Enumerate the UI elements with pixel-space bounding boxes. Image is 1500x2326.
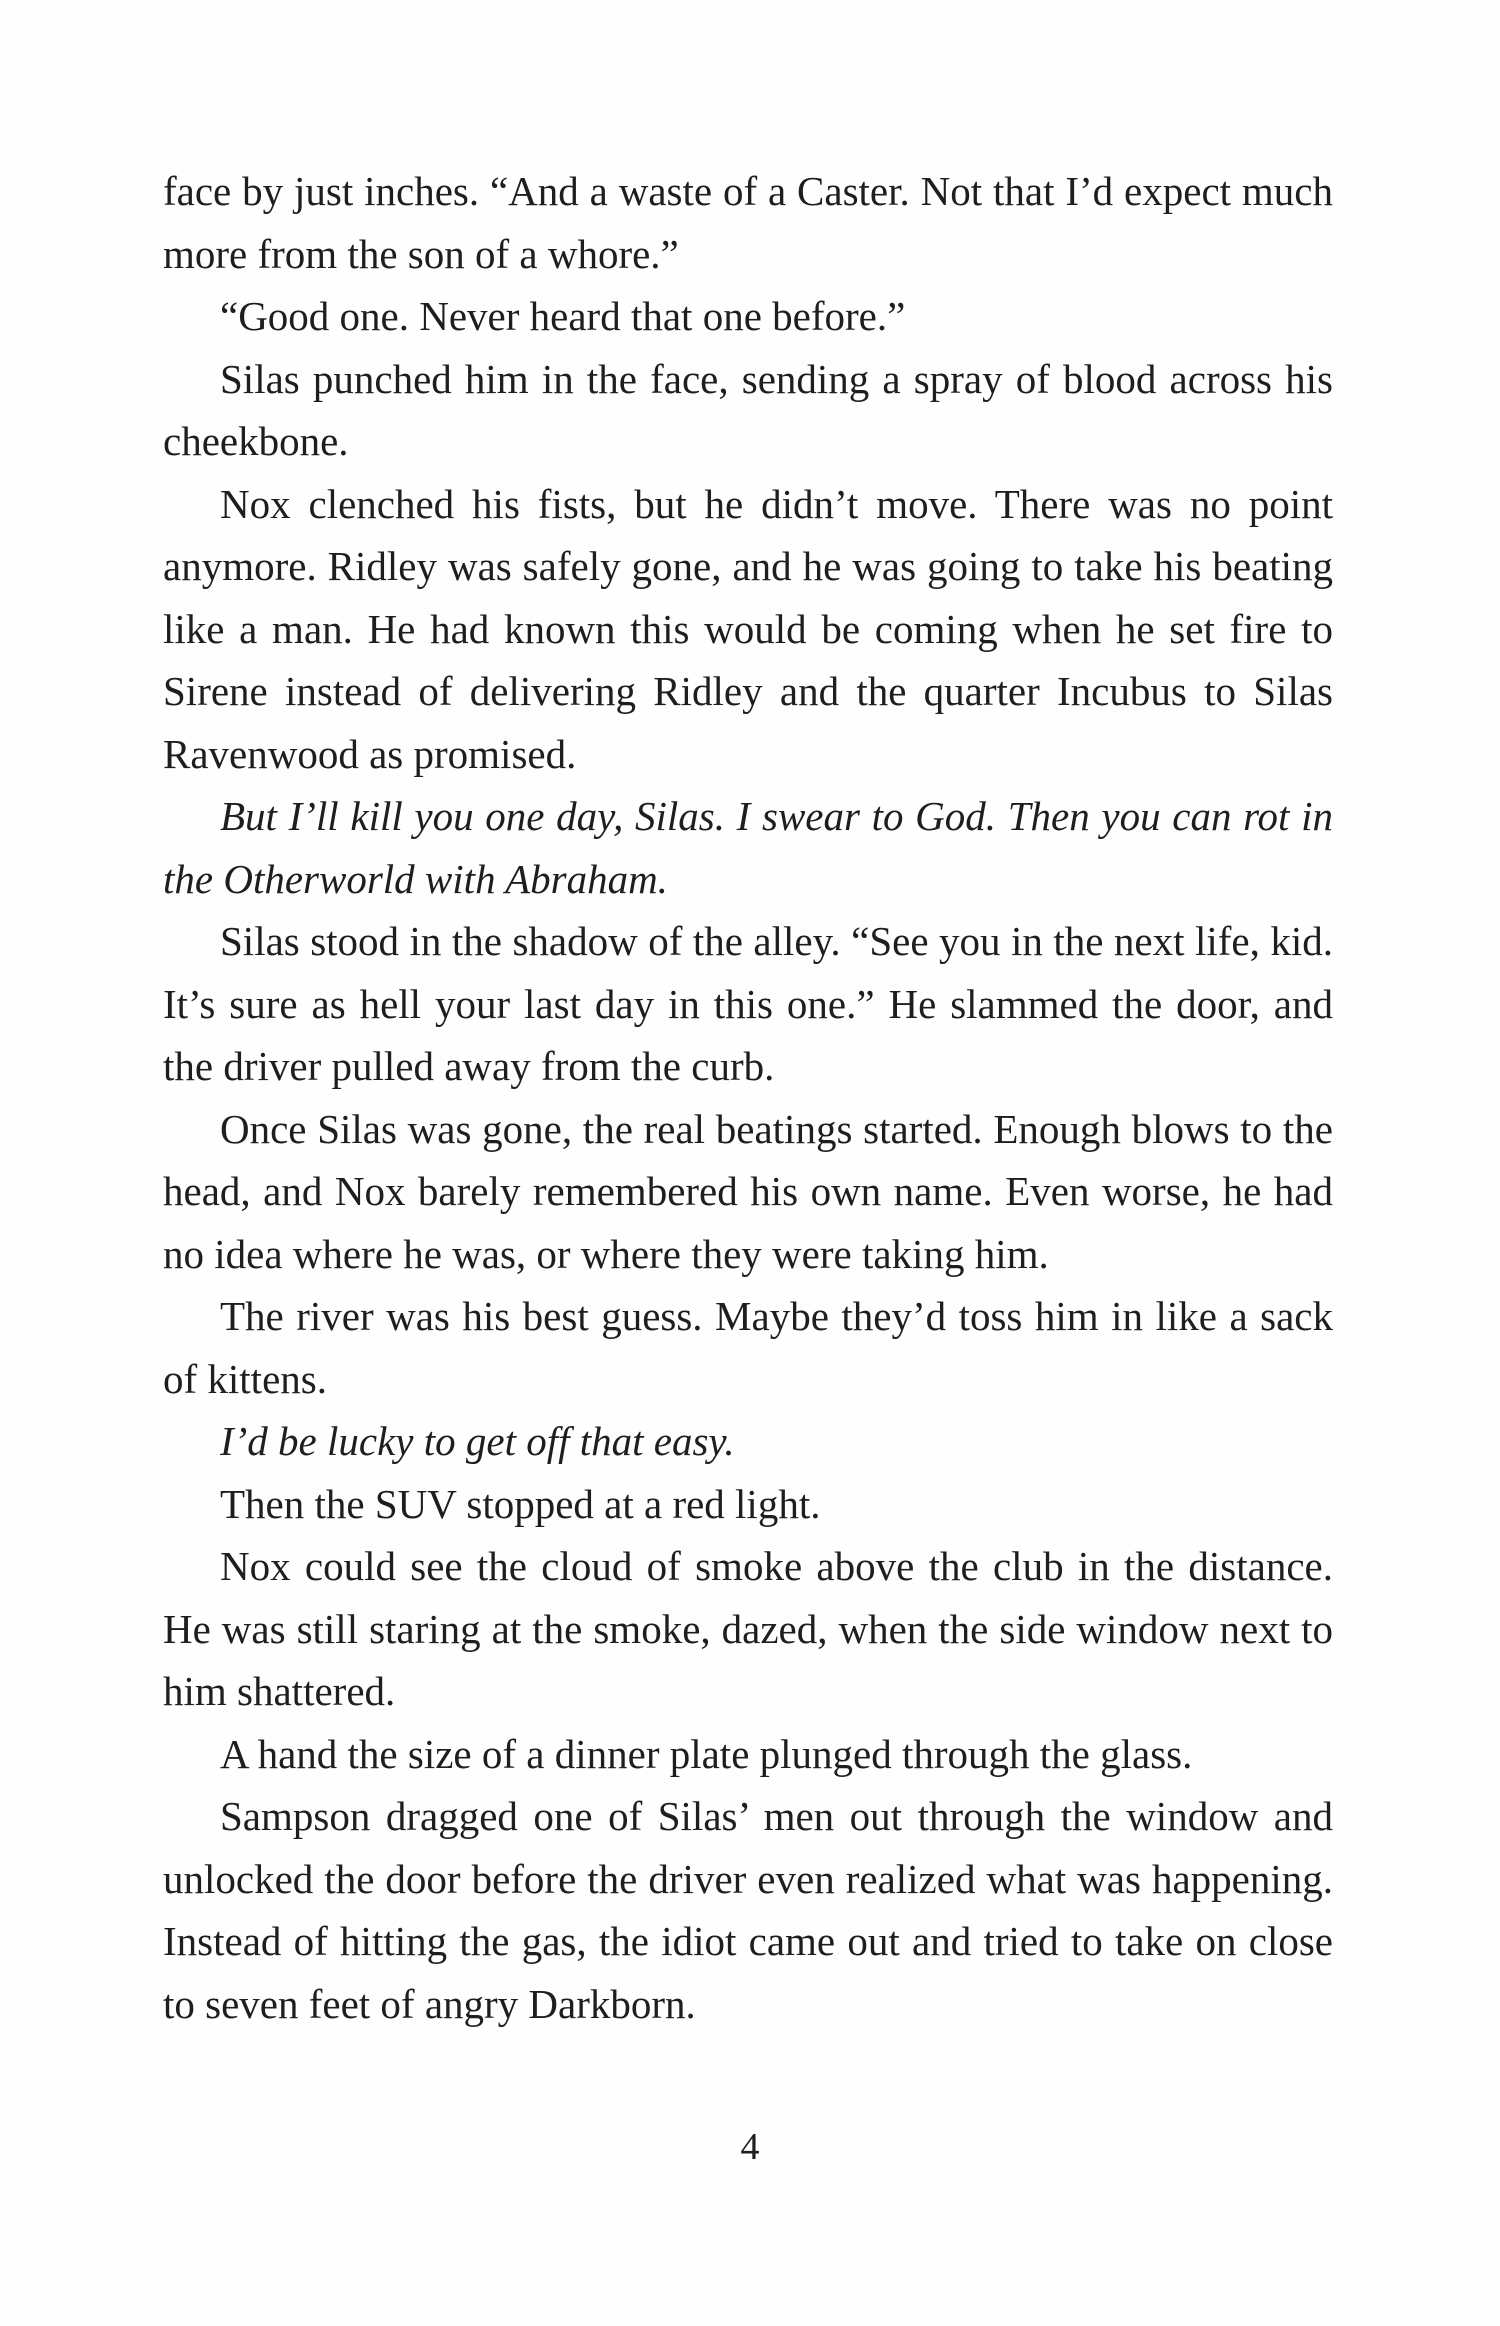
paragraph-1: face by just inches. “And a waste of a Caster. Not that I’d expect much more from the son of a whore.”: [163, 168, 1333, 277]
paragraph-5-italic: But I’ll kill you one day, Silas. I swear to God. Then you can rot in the Otherworld with Abraham.: [163, 793, 1333, 902]
paragraph-13: Sampson dragged one of Silas’ men out through the window and unlocked the door before the driver even realized what was happening. Instead of hitting the gas, the idiot came out and tried to take on close to seven feet of angry Darkborn.: [163, 1793, 1333, 2027]
paragraph-7: Once Silas was gone, the real beatings started. Enough blows to the head, and Nox barely remembered his own name. Even worse, he had no idea where he was, or where they were taking him.: [163, 1105, 1333, 1277]
paragraph-6: Silas stood in the shadow of the alley. “See you in the next life, kid. It’s sure as hell your last day in this one.” He slammed the door, and the driver pulled away from the curb.: [163, 918, 1333, 1089]
paragraph-3: Silas punched him in the face, sending a spray of blood across his cheekbone.: [163, 355, 1333, 464]
paragraph-12: A hand the size of a dinner plate plunged through the glass.: [220, 1730, 1193, 1777]
paragraph-8: The river was his best guess. Maybe they’d toss him in like a sack of kittens.: [163, 1293, 1333, 1402]
paragraph-9-italic: I’d be lucky to get off that easy.: [220, 1418, 735, 1464]
body-text: [163, 160, 1333, 2035]
paragraph-2: “Good one. Never heard that one before.”: [220, 293, 906, 339]
page-number: 4: [740, 2126, 760, 2168]
paragraph-4: Nox clenched his fists, but he didn’t move. There was no point anymore. Ridley was safely gone, and he was going to take his beating like a man. He had known this would be coming when he set fire to Sirene instead of delivering Ridley and the quarter Incubus to Silas Ravenwood as promised.: [163, 480, 1333, 777]
paragraph-11: Nox could see the cloud of smoke above the club in the distance. He was still staring at the smoke, dazed, when the side window next to him shattered.: [163, 1543, 1333, 1714]
paragraph-10: Then the SUV stopped at a red light.: [220, 1480, 821, 1527]
